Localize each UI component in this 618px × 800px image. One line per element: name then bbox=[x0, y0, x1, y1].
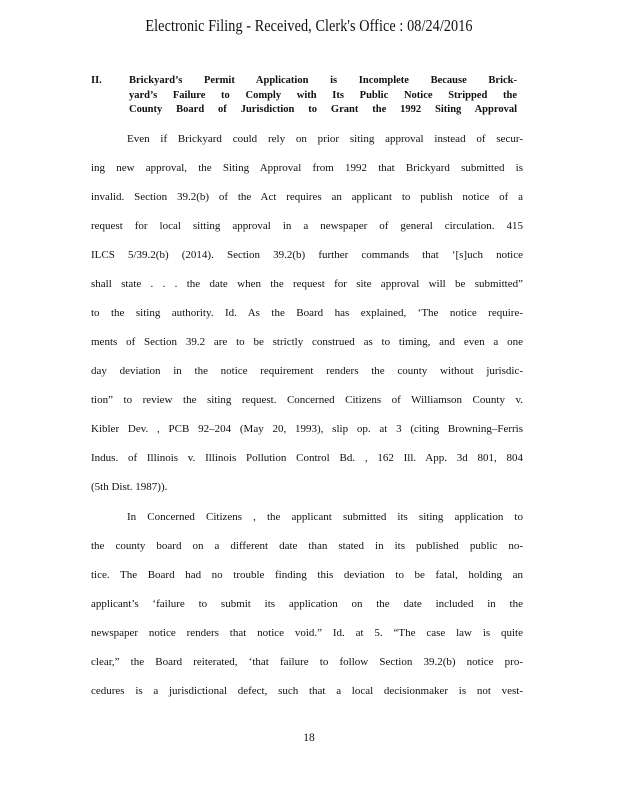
body-line: ing new approval, the Siting Approval from 1992 that Brickyard submitted is bbox=[91, 162, 523, 174]
body-line: Kibler Dev. , PCB 92–204 (May 20, 1993), slip op. at 3 (citing Browning–Ferris bbox=[91, 423, 523, 435]
body-line: ments of Section 39.2 are to be strictly construed as to timing, and even a one bbox=[91, 336, 523, 348]
heading-line: County Board of Jurisdiction to Grant the 1992 Siting Approval bbox=[129, 104, 517, 115]
body-line: clear,” the Board reiterated, ‘that failure to follow Section 39.2(b) notice pro- bbox=[91, 656, 523, 668]
page-number: 18 bbox=[303, 732, 315, 744]
body-line: to the siting authority. Id. As the Board has explained, ‘The notice require- bbox=[91, 307, 523, 319]
body-line: cedures is a jurisdictional defect, such that a local decisionmaker is not vest- bbox=[91, 685, 523, 697]
body-line: In Concerned Citizens , the applicant submitted its siting application to bbox=[127, 511, 523, 523]
body-line: tice. The Board had no trouble finding this deviation to be fatal, holding an bbox=[91, 569, 523, 581]
body-line: Even if Brickyard could rely on prior siting approval instead of secur- bbox=[127, 133, 523, 145]
body-line: shall state . . . the date when the request for site approval will be submitted” bbox=[91, 278, 523, 290]
body-line: tion” to review the siting request. Concerned Citizens of Williamson County v. bbox=[91, 394, 523, 406]
section-number: II. bbox=[91, 75, 102, 86]
body-line: the county board on a different date than stated in its published public no- bbox=[91, 540, 523, 552]
heading-line: yard’s Failure to Comply with Its Public Notice Stripped the bbox=[129, 89, 517, 101]
body-line: invalid. Section 39.2(b) of the Act requires an applicant to publish notice of a bbox=[91, 191, 523, 203]
filing-stamp-header: Electronic Filing - Received, Clerk's Office : 08/24/2016 bbox=[145, 16, 473, 35]
body-line: Indus. of Illinois v. Illinois Pollution Control Bd. , 162 Ill. App. 3d 801, 804 bbox=[91, 452, 523, 464]
body-line: day deviation in the notice requirement renders the county without jurisdic- bbox=[91, 365, 523, 377]
body-line: applicant’s ‘failure to submit its application on the date included in the bbox=[91, 598, 523, 610]
body-line: newspaper notice renders that notice void.” Id. at 5. “The case law is quite bbox=[91, 627, 523, 639]
body-line: ILCS 5/39.2(b) (2014). Section 39.2(b) further commands that ‘[s]uch notice bbox=[91, 249, 523, 261]
body-line: (5th Dist. 1987)). bbox=[91, 481, 168, 493]
body-line: request for local sitting approval in a newspaper of general circulation. 415 bbox=[91, 220, 523, 232]
heading-line: Brickyard’s Permit Application is Incomplete Because Brick- bbox=[129, 75, 517, 86]
